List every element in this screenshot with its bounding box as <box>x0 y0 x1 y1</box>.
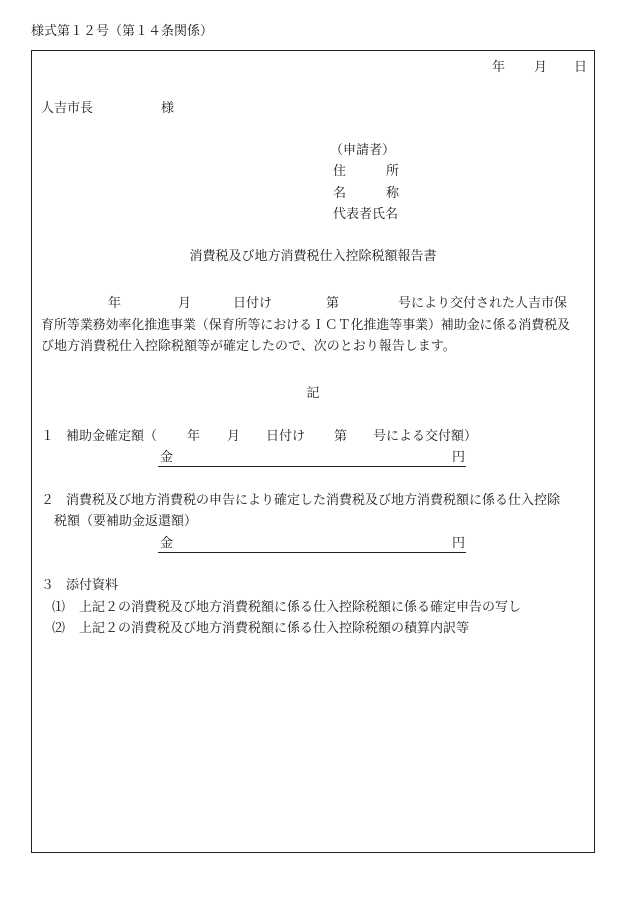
item1-year: 年 <box>187 429 201 444</box>
item3-number: ３ <box>41 578 55 593</box>
item2-number: ２ <box>41 493 55 508</box>
body-line1-rest: 号により交付された人吉市保 <box>398 296 568 311</box>
document-title: 消費税及び地方消費税仕入控除税額報告書 <box>189 249 437 264</box>
form-number: 様式第１２号（第１４条関係） <box>31 24 214 39</box>
body-no: 第 <box>326 296 340 311</box>
body-line2: 育所等業務効率化推進事業（保育所等におけるＩＣＴ化推進等事業）補助金に係る消費税及 <box>41 318 570 333</box>
item1-no: 第 <box>334 429 348 444</box>
item2-line1: 消費税及び地方消費税の申告により確定した消費税及び地方消費税額に係る仕入控除 <box>66 493 561 508</box>
item2-amount-prefix: 金 <box>160 536 174 551</box>
date-month-label: 月 <box>534 60 548 75</box>
address-label-2: 所 <box>386 164 400 179</box>
recipient-suffix: 様 <box>161 101 175 116</box>
item3-sub1-number: ⑴ <box>52 600 66 615</box>
address-label-1: 住 <box>333 164 347 179</box>
item1-amount-prefix: 金 <box>160 450 174 465</box>
item2-line2: 税額（要補助金返還額） <box>54 514 198 529</box>
item2-amount-underline <box>158 552 466 553</box>
document-frame <box>31 50 595 853</box>
body-dated: 日付け <box>233 296 273 311</box>
item1-dated: 日付け <box>266 429 306 444</box>
body-year: 年 <box>108 296 122 311</box>
item3-sub2-text: 上記２の消費税及び地方消費税額に係る仕入控除税額の積算内訳等 <box>79 621 470 636</box>
item3-sub2-number: ⑵ <box>52 621 66 636</box>
item3-label: 添付資料 <box>66 578 119 593</box>
item1-number: １ <box>41 429 55 444</box>
name-label-2: 称 <box>386 186 400 201</box>
item1-label: 補助金確定額（ <box>66 429 158 444</box>
representative-label: 代表者氏名 <box>333 207 399 222</box>
item1-end: 号による交付額） <box>373 429 478 444</box>
item1-amount-suffix: 円 <box>452 450 466 465</box>
item1-month: 月 <box>227 429 241 444</box>
ki-heading: 記 <box>306 386 320 401</box>
body-month: 月 <box>178 296 192 311</box>
recipient-name: 人吉市長 <box>41 101 94 116</box>
date-year-label: 年 <box>492 60 506 75</box>
applicant-heading: （申請者） <box>330 143 396 158</box>
item2-amount-suffix: 円 <box>452 536 466 551</box>
body-line3: び地方消費税仕入控除税額等が確定したので、次のとおり報告します。 <box>41 339 456 354</box>
item1-amount-underline <box>158 466 466 467</box>
item3-sub1-text: 上記２の消費税及び地方消費税額に係る仕入控除税額に係る確定申告の写し <box>79 600 522 615</box>
name-label-1: 名 <box>333 186 347 201</box>
date-day-label: 日 <box>574 60 588 75</box>
